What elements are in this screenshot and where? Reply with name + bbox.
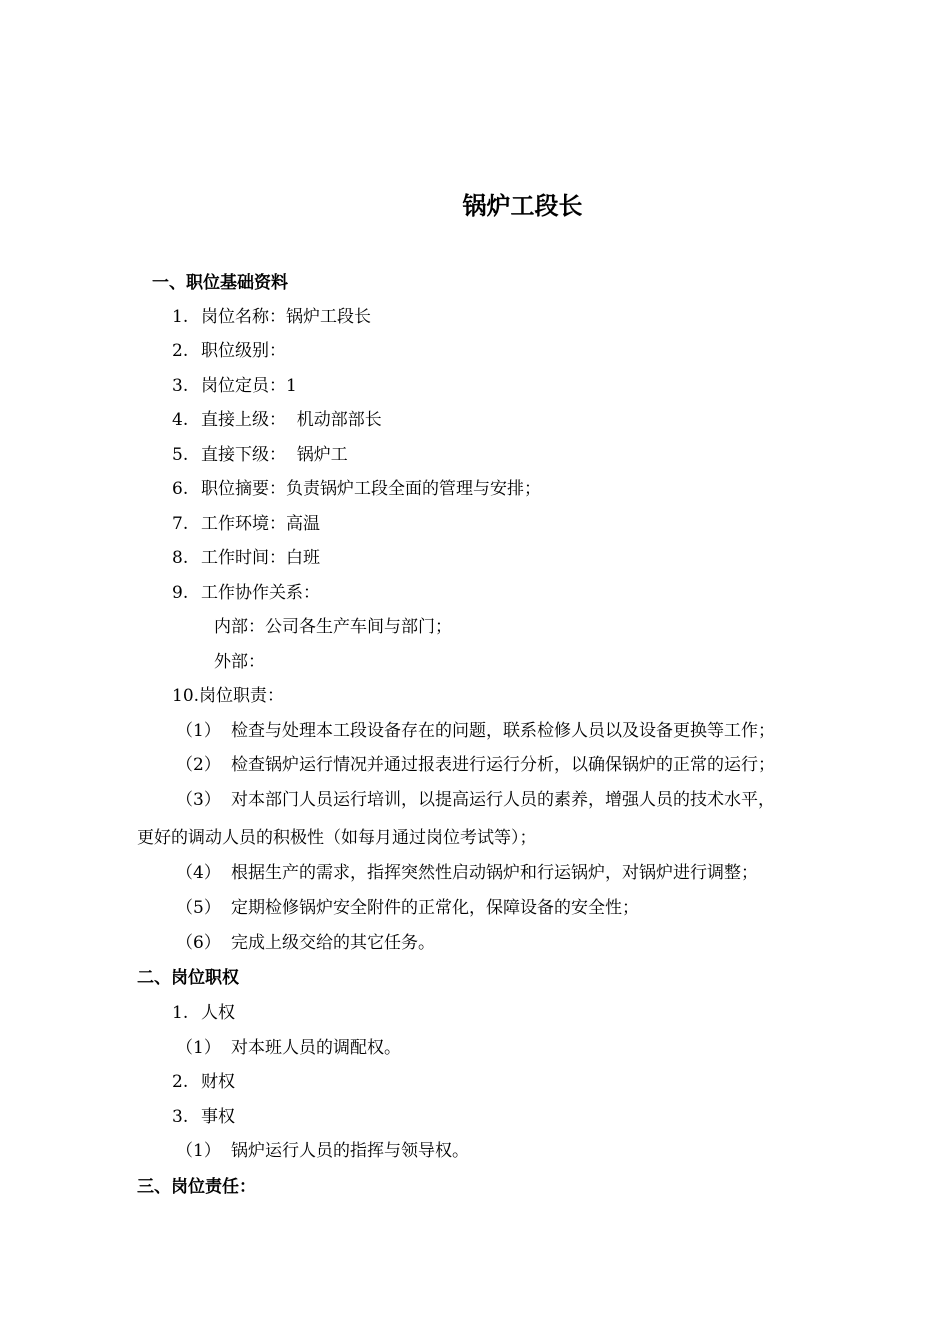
authority-subitem bbox=[176, 1036, 401, 1060]
page-title: 锅炉工段长 bbox=[462, 192, 583, 220]
item-number: 4. bbox=[172, 410, 189, 430]
internal-relation: 内部：公司各生产车间与部门； bbox=[214, 617, 452, 637]
section-heading-1: 一、职位基础资料 bbox=[152, 273, 288, 293]
authority-item bbox=[172, 1070, 235, 1094]
subitem-number: （1） bbox=[176, 1038, 221, 1058]
item-text: 财权 bbox=[201, 1072, 235, 1092]
item-number: 3. bbox=[172, 376, 189, 396]
info-item bbox=[172, 581, 320, 605]
section-heading-2: 二、岗位职权 bbox=[137, 968, 239, 988]
duty-item-continuation: 更好的调动人员的积极性（如每月通过岗位考试等）； bbox=[137, 828, 537, 848]
item-text: 工作环境：高温 bbox=[201, 514, 320, 534]
item-number: 2. bbox=[172, 1072, 189, 1092]
external-relation: 外部： bbox=[214, 652, 265, 672]
duty-number: （3） bbox=[176, 790, 221, 810]
duty-item bbox=[176, 753, 775, 777]
duty-text: 完成上级交给的其它任务。 bbox=[231, 933, 435, 953]
item-text: 人权 bbox=[201, 1003, 235, 1023]
duty-number: （5） bbox=[176, 898, 221, 918]
item-number: 1. bbox=[172, 307, 189, 327]
authority-item bbox=[172, 1105, 235, 1129]
authority-item bbox=[172, 1001, 235, 1025]
item-text: 岗位定员：1 bbox=[201, 376, 297, 396]
item-number: 3. bbox=[172, 1107, 189, 1127]
item-text: 事权 bbox=[201, 1107, 235, 1127]
info-item bbox=[172, 339, 286, 363]
duty-item bbox=[176, 719, 775, 743]
item-number: 8. bbox=[172, 548, 189, 568]
item-number: 6. bbox=[172, 479, 189, 499]
duties-heading: 10.岗位职责： bbox=[172, 686, 285, 706]
duty-item bbox=[176, 861, 758, 885]
subitem-text: 对本班人员的调配权。 bbox=[231, 1038, 401, 1058]
info-item bbox=[172, 546, 320, 570]
item-text: 直接下级： 锅炉工 bbox=[201, 445, 348, 465]
section-heading-3: 三、岗位责任： bbox=[137, 1177, 256, 1197]
info-item bbox=[172, 477, 541, 501]
subitem-text: 锅炉运行人员的指挥与领导权。 bbox=[231, 1141, 469, 1161]
info-item bbox=[172, 512, 320, 536]
duty-number: （2） bbox=[176, 755, 221, 775]
item-text: 工作协作关系： bbox=[201, 583, 320, 603]
duty-text: 检查与处理本工段设备存在的问题，联系检修人员以及设备更换等工作； bbox=[231, 721, 775, 741]
info-item bbox=[172, 374, 297, 398]
item-text: 职位级别： bbox=[201, 341, 286, 361]
duty-number: （4） bbox=[176, 863, 221, 883]
item-text: 岗位名称：锅炉工段长 bbox=[201, 307, 371, 327]
duty-number: （1） bbox=[176, 721, 221, 741]
duty-text: 检查锅炉运行情况并通过报表进行运行分析，以确保锅炉的正常的运行； bbox=[231, 755, 775, 775]
item-text: 直接上级： 机动部部长 bbox=[201, 410, 382, 430]
duty-text: 对本部门人员运行培训，以提高运行人员的素养，增强人员的技术水平， bbox=[231, 790, 775, 810]
info-item bbox=[172, 443, 348, 467]
authority-subitem bbox=[176, 1139, 469, 1163]
duty-item bbox=[176, 931, 435, 955]
duty-number: （6） bbox=[176, 933, 221, 953]
info-item bbox=[172, 305, 371, 329]
duty-text: 根据生产的需求，指挥突然性启动锅炉和行运锅炉，对锅炉进行调整； bbox=[231, 863, 758, 883]
duty-item bbox=[176, 788, 775, 812]
duty-text: 定期检修锅炉安全附件的正常化，保障设备的安全性； bbox=[231, 898, 639, 918]
duty-item bbox=[176, 896, 639, 920]
item-number: 7. bbox=[172, 514, 189, 534]
item-text: 职位摘要：负责锅炉工段全面的管理与安排； bbox=[201, 479, 541, 499]
item-number: 5. bbox=[172, 445, 189, 465]
info-item bbox=[172, 408, 382, 432]
item-text: 工作时间：白班 bbox=[201, 548, 320, 568]
subitem-number: （1） bbox=[176, 1141, 221, 1161]
item-number: 2. bbox=[172, 341, 189, 361]
item-number: 1. bbox=[172, 1003, 189, 1023]
item-number: 9. bbox=[172, 583, 189, 603]
